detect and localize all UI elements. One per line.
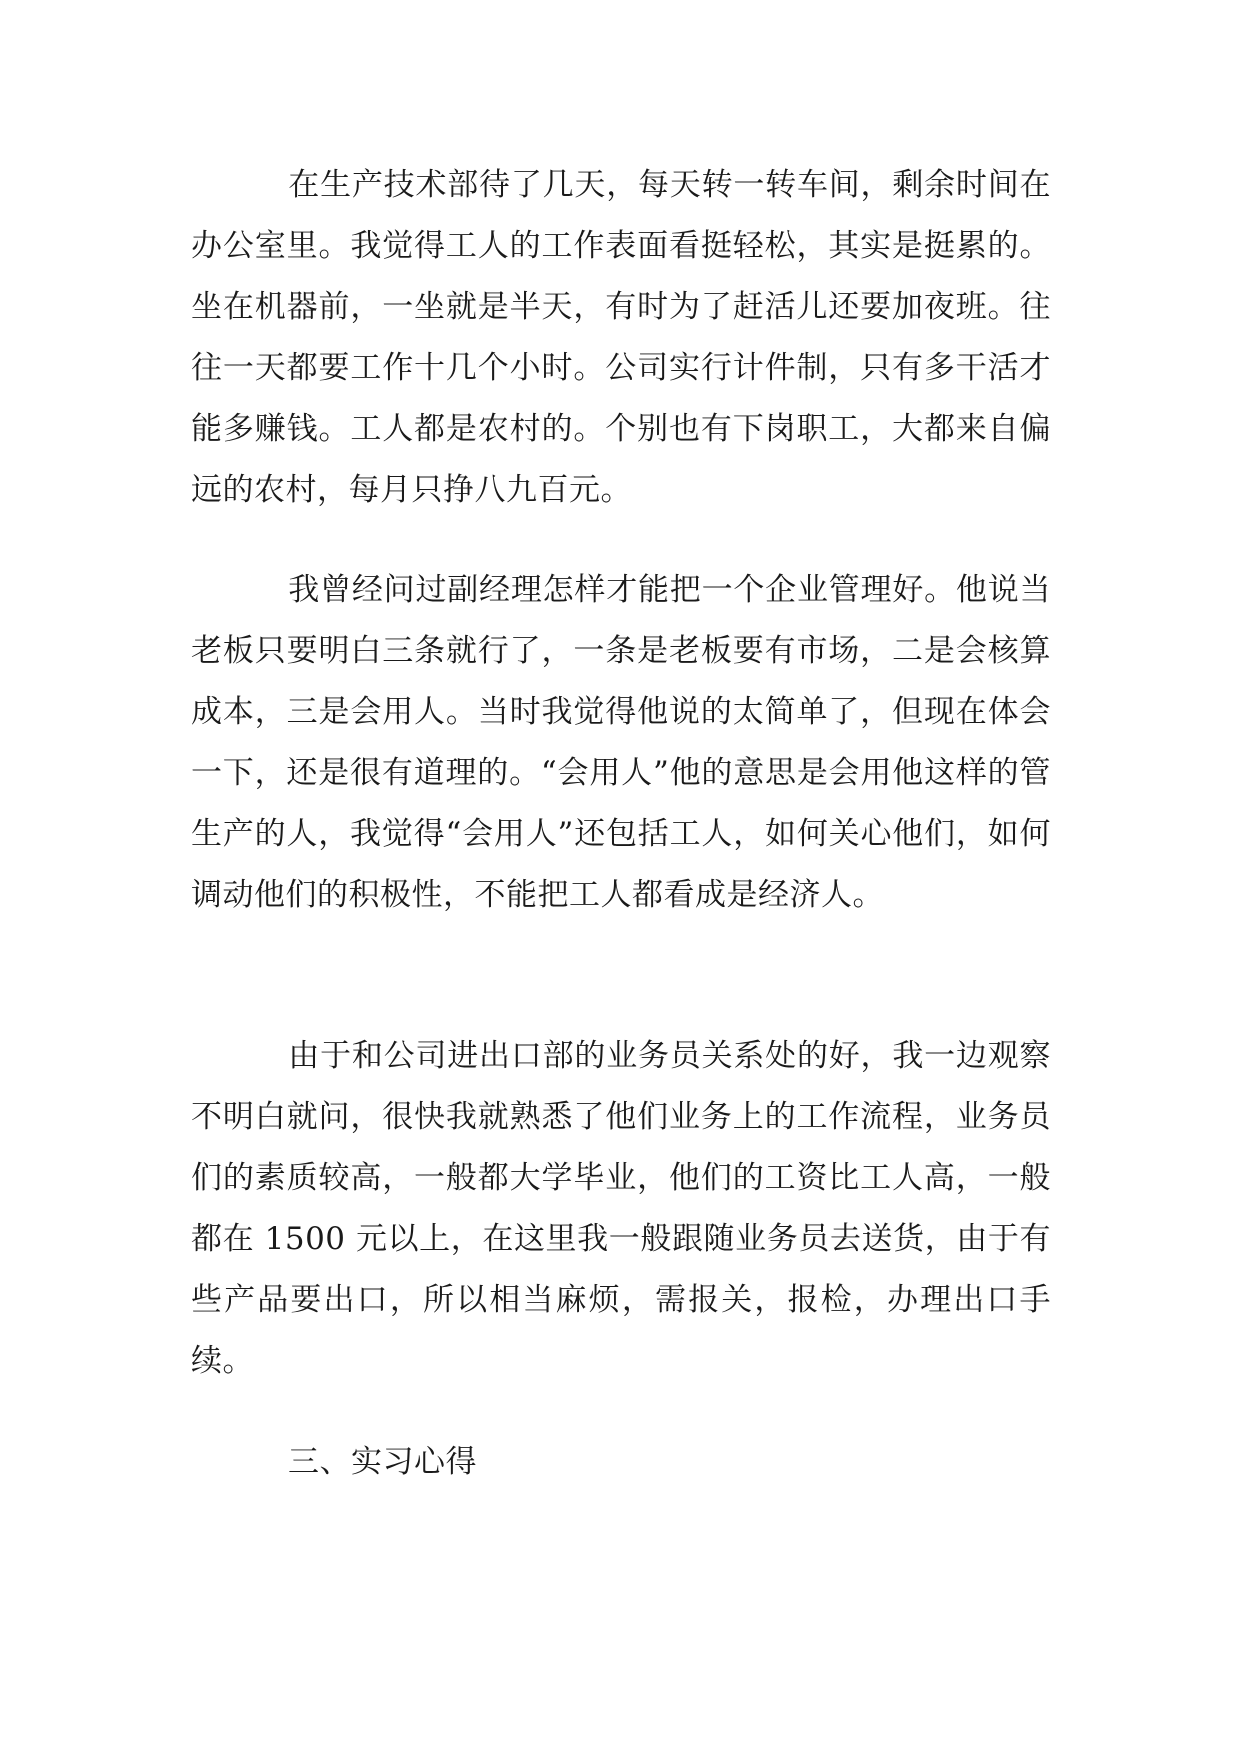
section-heading xyxy=(191,1432,1051,1493)
paragraph-management xyxy=(191,560,1051,926)
paragraph-text: 由于和公司进出口部的业务员关系处的好，我一边观察不明白就问，很快我就熟悉了他们业务上的工作流程，业务员们的素质较高，一般都大学毕业，他们的工资比工人高，一般都在 1500 元以上，在这里我一般跟随业务员去送货，由于有些产品要出口，所以相当麻烦，需报关，报检，办理出口手续。 xyxy=(191,1038,1051,1379)
paragraph-text: 在生产技术部待了几天，每天转一转车间，剩余时间在办公室里。我觉得工人的工作表面看挺轻松，其实是挺累的。坐在机器前，一坐就是半天，有时为了赶活儿还要加夜班。往往一天都要工作十几个小时。公司实行计件制，只有多干活才能多赚钱。工人都是农村的。个别也有下岗职工，大都来自偏远的农村，每月只挣八九百元。 xyxy=(191,167,1051,508)
paragraph-import-export xyxy=(191,1026,1051,1392)
paragraph-text: 我曾经问过副经理怎样才能把一个企业管理好。他说当老板只要明白三条就行了，一条是老板要有市场，二是会核算成本，三是会用人。当时我觉得他说的太简单了，但现在体会一下，还是很有道理的。“会用人”他的意思是会用他这样的管生产的人，我觉得“会用人”还包括工人，如何关心他们，如何调动他们的积极性，不能把工人都看成是经济人。 xyxy=(191,572,1051,913)
paragraph-workshop xyxy=(191,155,1051,521)
heading-text: 三、实习心得 xyxy=(288,1444,477,1480)
